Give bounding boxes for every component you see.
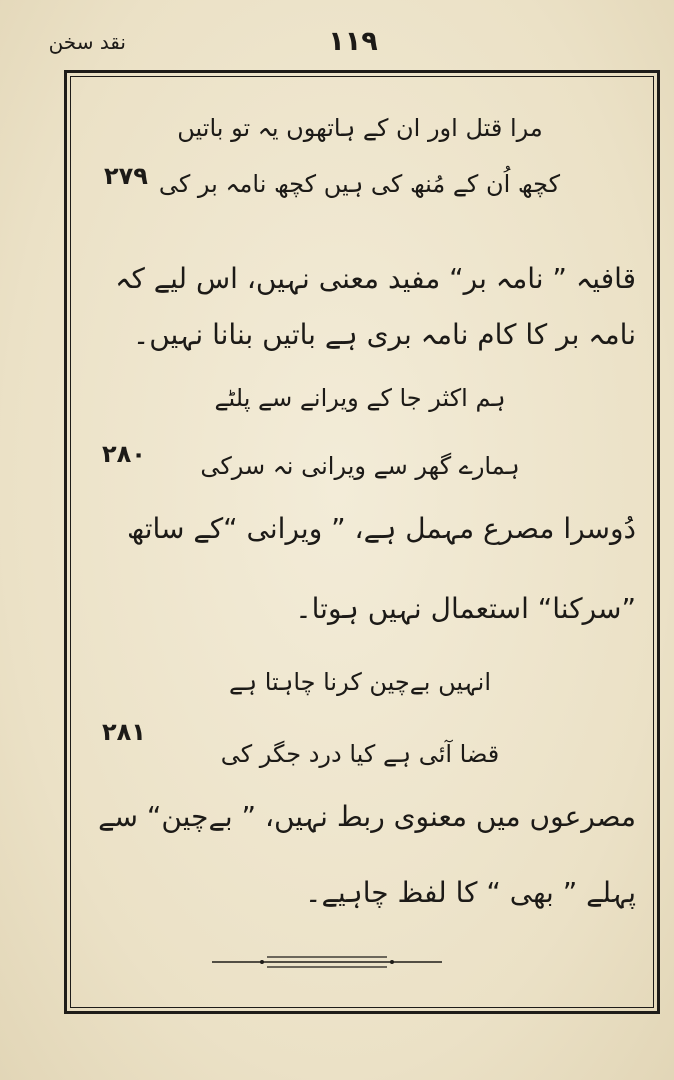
verse-line: مرا قتل اور ان کے ہاتھوں یہ تو باتیں <box>177 114 543 142</box>
verse-line: انہیں بےچین کرنا چاہتا ہے <box>228 668 492 696</box>
verse-number: ۲۸۱ <box>102 718 146 746</box>
commentary-line: نامہ بر کا کام نامہ بری ہے باتیں بنانا نہیں۔ <box>132 318 636 351</box>
verse-line: قضا آئی ہے کیا درد جگر کی <box>220 740 500 768</box>
commentary-line: قافیہ ” نامہ بر“ مفید معنی نہیں، اس لیے کہ <box>115 262 636 295</box>
commentary-line: پہلے ” بھی “ کا لفظ چاہیے۔ <box>305 876 636 909</box>
page-number: ۱۱۹ <box>328 26 378 57</box>
verse-line: ہم اکثر جا کے ویرانے سے پلٹے <box>214 384 506 412</box>
verse-line: کچھ اُن کے مُنھ کی ہیں کچھ نامہ بر کی <box>158 170 560 198</box>
verse-number: ۲۷۹ <box>104 162 148 190</box>
commentary-line: دُوسرا مصرع مہمل ہے، ” ویرانی “کے ساتھ <box>127 512 636 545</box>
running-header-title: نقد سخن <box>48 30 126 54</box>
commentary-line: مصرعوں میں معنوی ربط نہیں، ” بےچین“ سے <box>98 800 636 833</box>
commentary-line: ”سرکنا“ استعمال نہیں ہوتا۔ <box>295 592 636 625</box>
verse-line: ہمارے گھر سے ویرانی نہ سرکی <box>200 452 520 480</box>
verse-number: ۲۸۰ <box>102 440 146 468</box>
closing-ornament-icon <box>212 948 442 976</box>
